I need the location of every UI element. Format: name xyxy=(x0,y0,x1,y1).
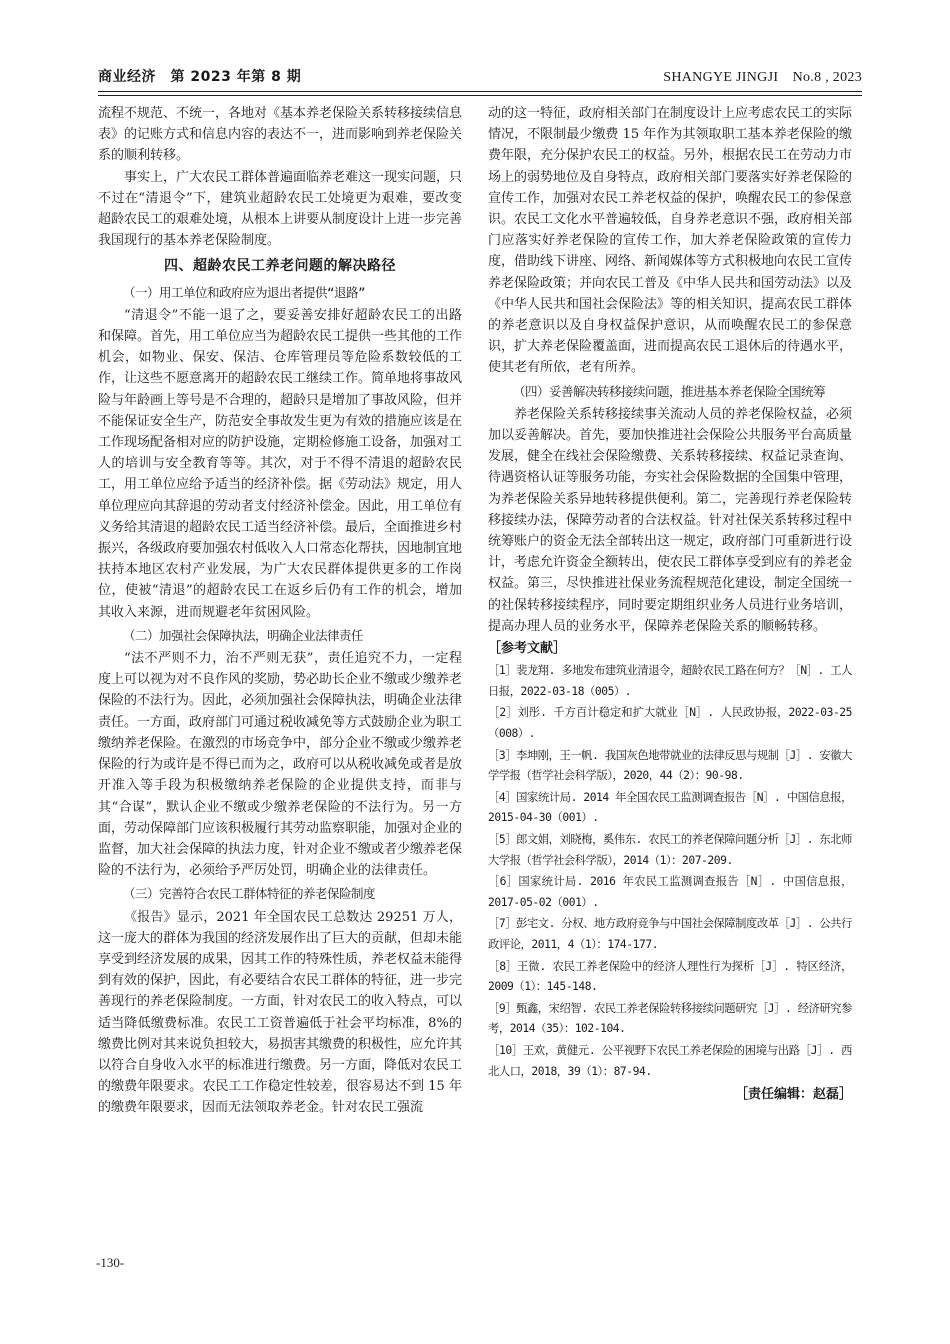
paragraph: 流程不规范、不统一，各地对《基本养老保险关系转移接续信息表》的记账方式和信息内容的表达不一，进而影响到养老保险关系的顺利转移。 xyxy=(98,106,463,164)
reference-item: ［9］甄鑫，宋绍智. 农民工养老保险转移接续问题研究［J］. 经济研究参考，2014（35）：102-104. xyxy=(488,1001,852,1036)
paragraph: “清退令”不能一退了之，要妥善安排好超龄农民工的出路和保障。首先，用工单位应当为超龄农民工提供一些其他的工作机会，如物业、保安、保洁、仓库管理员等危险系数较低的工作，让这些不愿意离开的超龄农民工继续工作。简单地将事故风险与年龄画上等号是不合理的，超龄只是增加了事故风险，但并不能保证安全生产，防范安全事故发生更为有效的措施应该是在工作现场配备相对应的防护设施，定期检修施工设备，加强对工人的培训与安全教育等等。其次，对于不得不清退的超龄农民工，用工单位应给予适当的经济补偿。据《劳动法》规定，用人单位理应向其辞退的劳动者支付经济补偿金。因此，用工单位有义务给其清退的超龄农民工适当经济补偿。最后，全面推进乡村振兴，各级政府要加强农村低收入人口常态化帮扶，因地制宜地扶持本地区农村产业发展，为广大农民群体提供更多的工作岗位，使被“清退”的超龄农民工在返乡后仍有工作的机会，增加其收入来源，进而规避老年贫困风险。 xyxy=(98,307,463,620)
left-column xyxy=(98,103,462,1119)
reference-item: ［2］刘彤. 千方百计稳定和扩大就业［N］. 人民政协报，2022-03-25（008）. xyxy=(488,706,852,741)
subsection-heading: （四）妥善解决转移接续问题，推进基本养老保险全国统筹 xyxy=(513,383,826,399)
journal-title-pinyin: SHANGYE JINGJI No.8 , 2023 xyxy=(663,70,862,85)
reference-item: ［5］郎文娟，刘晓梅，奚伟东. 农民工的养老保障问题分析［J］. 东北师大学报（哲学社会科学版），2014（1）：207-209. xyxy=(488,833,852,867)
reference-item: ［7］彭宅文. 分权、地方政府竞争与中国社会保障制度改革［J］. 公共行政评论，2011，4（1）：174-177. xyxy=(488,917,852,951)
subsection-heading: （二）加强社会保障执法，明确企业法律责任 xyxy=(123,627,364,643)
references-title: ［参考文献］ xyxy=(488,641,567,657)
reference-item: ［10］王欢，黄健元. 公平视野下农民工养老保险的困境与出路［J］. 西北人口，2018，39（1）：87-94. xyxy=(488,1043,852,1078)
reference-item: ［6］国家统计局. 2016 年农民工监测调查报告［N］. 中国信息报，2017-05-02（001）. xyxy=(488,875,852,909)
responsible-editor: ［责任编辑：赵磊］ xyxy=(734,1087,852,1103)
paragraph: 《报告》显示，2021 年全国农民工总数达 29251 万人，这一庞大的群体为我国的经济发展作出了巨大的贡献，但却未能享受到经济发展的成果，因其工作的特殊性质，养老权益未能得到有效的保护，因此，有必要结合农民工群体的特征，进一步完善现行的养老保险制度。一方面，针对农民工的收入特点，可以适当降低缴费标准。农民工工资普遍低于社会平均标准，8%的缴费比例对其来说负担较大，易损害其缴费的积极性，应允许其以符合自身收入水平的标准进行缴费。另一方面，降低对农民工的缴费年限要求。农民工工作稳定性较差，很容易达不到 15 年的缴费年限要求，因而无法领取养老金。针对农民工强流 xyxy=(98,909,463,1116)
reference-item: ［8］王微. 农民工养老保险中的经济人理性行为探析［J］. 特区经济，2009（1）：145-148. xyxy=(488,959,852,994)
reference-item: ［1］裴龙翔. 多地发布建筑业清退令，超龄农民工路在何方？［N］. 工人日报，2022-03-18（005）. xyxy=(488,664,852,698)
subsection-heading: （三）完善符合农民工群体特征的养老保险制度 xyxy=(123,886,376,902)
reference-item: ［3］李坤刚，王一帆. 我国灰色地带就业的法律反思与规制［J］. 安徽大学学报（哲学社会科学版），2020，44（2）：90-98. xyxy=(488,748,852,783)
reference-item: ［4］国家统计局. 2014 年全国农民工监测调查报告［N］. 中国信息报，2015-04-30（001）. xyxy=(488,790,852,825)
paragraph: 动的这一特征，政府相关部门在制度设计上应考虑农民工的实际情况，不限制最少缴费 15 年作为其领取职工基本养老保险的缴费年限，充分保护农民工的权益。另外，根据农民工在劳动力市场上的弱势地位及自身特点，政府相关部门要落实好养老保险的宣传工作，加强对农民工养老权益的保护，唤醒农民工的参保意识。农民工文化水平普遍较低，自身养老意识不强，政府相关部门应落实好养老保险的宣传工作，加大养老保险政策的宣传力度，借助线下讲座、网络、新闻媒体等方式积极地向农民工宣传养老保险政策；并向农民工普及《中华人民共和国劳动法》以及《中华人民共和国社会保险法》等的相关知识，提高农民工群体的养老意识以及自身权益保护意识，从而唤醒农民工的参保意识，扩大养老保险覆盖面，进而提高农民工退休后的待遇水平，使其老有所依，老有所养。 xyxy=(488,106,853,376)
paragraph: 事实上，广大农民工群体普遍面临养老难这一现实问题，只不过在“清退令”下，建筑业超龄农民工处境更为艰难，要改变超龄农民工的艰难处境，从根本上讲要从制度设计上进一步完善我国现行的基本养老保险制度。 xyxy=(98,169,463,249)
right-column xyxy=(488,103,852,1105)
section-heading: 四、超龄农民工养老问题的解决路径 xyxy=(164,258,396,275)
paragraph: 养老保险关系转移接续事关流动人员的养老保险权益，必须加以妥善解决。首先，要加快推进社会保险公共服务平台高质量发展，健全在线社会保险缴费、关系转移接续、权益记录查询、待遇资格认证等服务功能，夯实社会保险数据的全国集中管理，为养老保险关系异地转移提供便利。第二，完善现行养老保险转移接续办法，保障劳动者的合法权益。针对社保关系转移过程中统筹账户的资金无法全部转出这一规定，政府部门可重新进行设计，考虑允许资金全额转出，使农民工群体享受到应有的养老金权益。第三，尽快推进社保业务流程规范化建设，制定全国统一的社保转移接续程序，同时要定期组织业务人员进行业务培训，提高办理人员的业务水平，保障养老保险关系的顺畅转移。 xyxy=(488,406,853,634)
journal-title: 商业经济 第 2023 年第 8 期 xyxy=(98,69,302,85)
paragraph: “法不严则不力，治不严则无获”，责任追究不力，一定程度上可以视为对不良作风的奖励，势必助长企业不缴或少缴养老保险的不法行为。因此，必须加强社会保障执法，明确企业法律责任。一方面，政府部门可通过税收减免等方式鼓励企业为职工缴纳养老保险。在激烈的市场竞争中，部分企业不缴或少缴养老保险的行为或许是不得已而为之，政府可以从税收减免或者是放开准入等手段为积极缴纳养老保险的企业提供支持，而非与其“合谋”，默认企业不缴或少缴养老保险的不法行为。另一方面，劳动保障部门应该积极履行其劳动监察职能，加强对企业的监督，加大社会保障的执法力度，针对企业不缴或者少缴养老保险的不法行为，必须给予严厉处罚，明确企业的法律责任。 xyxy=(98,651,463,879)
running-header xyxy=(98,66,862,88)
header-rule xyxy=(98,91,862,96)
page-number: -130- xyxy=(96,1255,125,1270)
subsection-heading: （一）用工单位和政府应为退出者提供“退路” xyxy=(123,284,366,300)
